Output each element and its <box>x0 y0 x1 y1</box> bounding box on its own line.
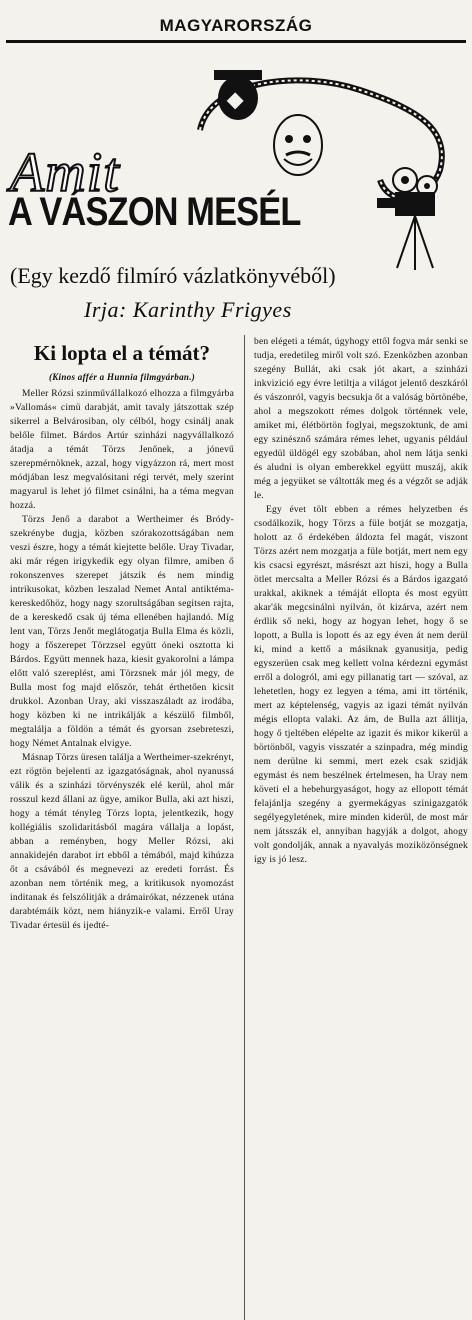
film-illustration <box>190 70 472 270</box>
article-subtitle: (Egy kezdő filmíró vázlatkönyvéből) <box>10 263 336 288</box>
page-header <box>0 0 472 44</box>
left-column <box>10 335 234 1320</box>
paragraph: Másnap Törzs üresen találja a Wertheimer-szekrényt, ezt rögtön bejelenti az igazgatóságnak, ahol nyanussá válik és a szinházi törvényszék elé kerül, ahol már rosszul kezd állani az ügye, amikor Bulla, aki azt hiszi, hogy a témát tényleg Törzs lopta, jelentkezik, hogy kollégiális szolidaritásból magára vállalja a lopást, abban a reményben, hogy Meller Rózsi, aki annakidején darabot irt ebből a témából, majd kihúzza őt a csávából és megnevezi az eredeti forrást. És azonban nem történik meg, a kritikusok nyomozást inditanak és felszólitják a drámairókat, nézzenek utána darabtémáik közt, nem hiányzik-e valami. Erről Uray Tivadar értesül és ijedté- <box>10 753 234 931</box>
mask-icon <box>214 70 262 120</box>
header-rule <box>6 40 466 43</box>
article-title: A VÁSZON MESÉL <box>8 190 301 234</box>
article-author: Irja: Karinthy Frigyes <box>84 297 292 322</box>
paragraph: Törzs Jenő a darabot a Wertheimer és Bródy-szekrénybe dugja, közben szórakozottságában nem veszi észre, hogy a témát kiejtette belőle. Uray Tivadar, aki már régen irigykedik egy olyan filmre, amiben ő rokonszenves szerepet játszik és nem mindig intrikusokat, közben leszalad Nemet Antal antiktéma-kereskedőhöz, hogy nagy szorultságában segitsen rajta, de a kereskedő csak új téma ellenében hajlandó. Míg lent van, Törzs Jenőt meglátogatja Bulla Elma és közli, hogy a főszerepet Törzzsel együtt óneki osztotta ki Bárdos. Együtt mennek haza, kiesit gyakorolni a lámpa előtt való szereplést, ami Törzsnek már jól megy, de Bulla most fog majd először, tehát érthetően kicsit drukkol. Azonban Uray, aki visszaszáladt az irodába, hogy közben ki ne intrikálják a készülő filmből, megtalálja a földön a témát és gyorsan zsebreteszi, hogy Német Antalnak elvigye. <box>10 515 234 749</box>
paragraph: Meller Rózsi szinműválIalkozó elhozza a filmgyárba »Vallomás« cimü darabját, amit tavaly játszottak szép sikerrel a Belvárosiban, oly célból, hogy csinálj anak belőle filmet. Bárdos Artúr szinházi nagyvállalkozó átadja a témát Törzs Jenőnek, a jónevű szerepmérnöknek, azzal, hogy vigyázzon rá, mert most módjában lesz megvalósitani régi tervét, mely szerint magyarul is lehet jó filmet csinálni, ha a téma megvan hozzá. <box>10 389 234 511</box>
film-camera-icon <box>377 168 437 270</box>
column-divider <box>244 335 245 1320</box>
section-heading: Ki lopta el a témát? <box>33 341 211 365</box>
section-note: (Kinos affér a Hunnia filmgyárban.) <box>48 372 196 382</box>
script-title: Amit <box>10 142 120 204</box>
paragraph: Egy évet tölt ebben a rémes helyzetben és csodálkozik, hogy Törzs a füle botját se mozgatja, holott az ő érdekében áldozta fel magát, viszont Törzs azért nem mozgatja a füle botját, mert nem egy kis csacsi egyrészt, másrészt azt hiszi, hogy a Bulla ötlet mercsalta a Meller Rózsi és a Bárdos igazgató urakkal, akiknek a témáját ellopta és most együtt akar'ák megcsinálni nyilván, öt kizárva, azért nem érdlik ső neki, hogy az hogyan lehet, hogy ő se lopott, a Bulla is lopott és az egy éven át nem derül ki, mind a kettő a másiknak gyanusitja, pedig egyszerüen csak meg kellett volna kérdezni egymást erről a dologról, ami egy pillanatig tart — szóval, az lehetetlen, hogy ez legyen a téma, ami itt történik, mert az képtelenség, vagyis az igazi témát nyilván mégis ellopta valaki. Az ám, de Bulla azt állitja, hogy ő tjeltében elépelte az igazit és mikor kikerül a börtönből, vagyis visszatér a szinpadra, még mindig nem derülne ki semmi, mert ezek csak szidják egymást és nem beszélnek értelmesen, ha Uray nem követi el a hebehurgyaságot, hogy az ellopott témát felajánlja szegény a gyermekágyas szinigazgatók segélyegyletének, mire minden kiderül, de most már nem játsszák el, annyiban hagyják a dolgot, ahogy volt gondolják, annak a nyavalyás moziközönségnek így is jó lesz. <box>254 505 468 865</box>
right-column <box>254 335 468 1320</box>
mask-icon-comedy <box>274 115 322 175</box>
newspaper-title: MAGYARORSZÁG <box>159 16 313 35</box>
paragraph: ben elégeti a témát, úgyhogy ettől fogva már senki se tudja, eredetileg miről volt szó. Ezenközben azonban szegény Bullát, aki csak jót akart, a szinházi inkvizició egy évre letiltja a világot jelentő deszkáról és vászonról, vagyis becsukja őt a valóság börtönébe, ahol a megszokott rémes dolgok történnek vele, amiket mi, élétbörtön foglyai, megszoktunk, de ami egy szinésznő számára rémes lehet, ugyanis például egyedül üldögél egy szobában, ahol nem látja senki és aludni is olyan emberekkel együtt muszáj, akik még a jegyüket se váltották meg és a végzőt se adják le. <box>254 337 468 501</box>
